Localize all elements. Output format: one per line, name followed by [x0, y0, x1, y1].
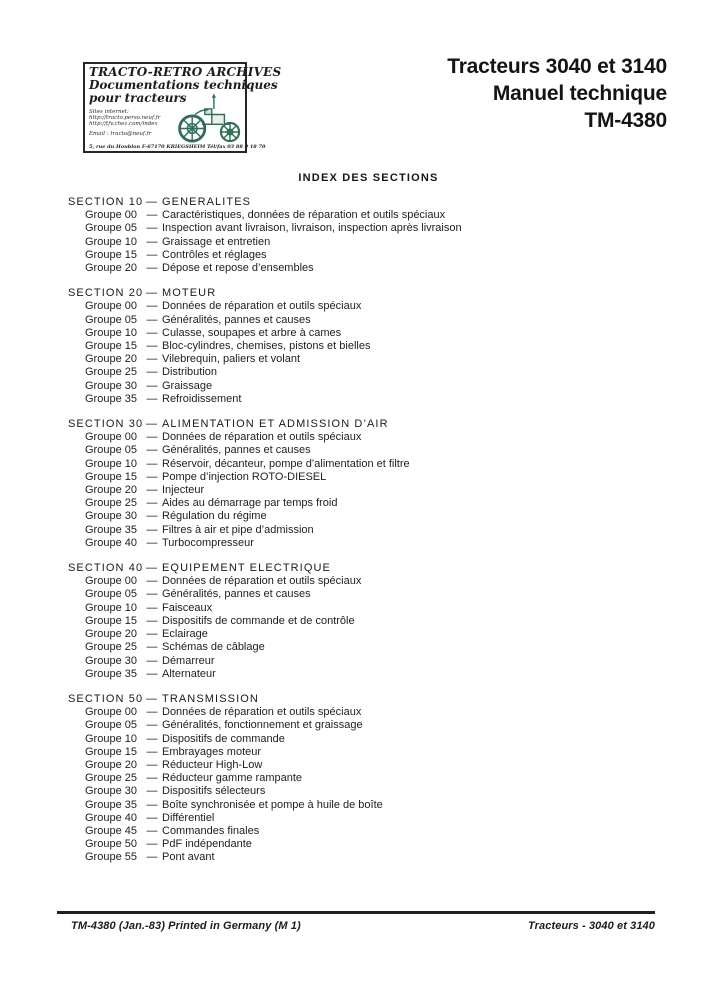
entry-label: Groupe 05	[85, 313, 137, 326]
entry-label: Groupe 00	[85, 209, 137, 222]
dash-separator: —	[146, 222, 158, 235]
dash-separator: —	[146, 575, 158, 588]
group-row	[0, 353, 709, 366]
dash-separator: —	[146, 772, 158, 785]
section-heading-row	[0, 562, 709, 575]
group-row	[0, 209, 709, 222]
entry-title: Embrayages moteur	[162, 745, 262, 758]
entry-label: Groupe 25	[85, 641, 137, 654]
dash-separator: —	[146, 484, 158, 497]
title-line-number: TM-4380	[584, 109, 667, 132]
group-row	[0, 537, 709, 550]
entry-title: Données de réparation et outils spéciaux	[162, 300, 362, 313]
entry-label: Groupe 35	[85, 523, 137, 536]
dash-separator: —	[146, 248, 158, 261]
entry-label: Groupe 10	[85, 601, 137, 614]
entry-title: Régulation du régime	[162, 510, 267, 523]
entry-title: EQUIPEMENT ELECTRIQUE	[162, 562, 331, 575]
dash-separator: —	[146, 601, 158, 614]
entry-title: MOTEUR	[162, 287, 217, 300]
group-row	[0, 262, 709, 275]
entry-title: Données de réparation et outils spéciaux	[162, 575, 362, 588]
dash-separator: —	[146, 824, 158, 837]
section-block	[0, 693, 709, 865]
dash-separator: —	[146, 641, 158, 654]
stamp-sites-label: Sites internet:	[89, 109, 129, 115]
group-row	[0, 628, 709, 641]
entry-title: Réducteur High-Low	[162, 758, 263, 771]
dash-separator: —	[145, 196, 159, 208]
index-title: INDEX DES SECTIONS	[298, 172, 439, 184]
entry-label: Groupe 20	[85, 758, 137, 771]
entry-label: Groupe 50	[85, 838, 137, 851]
dash-separator: —	[146, 235, 158, 248]
entry-title: Inspection avant livraison, livraison, inspection après livraison	[162, 222, 462, 235]
dash-separator: —	[146, 745, 158, 758]
dash-separator: —	[145, 418, 159, 431]
entry-title: Eclairage	[162, 628, 208, 641]
dash-separator: —	[146, 313, 158, 326]
entry-title: Différentiel	[162, 811, 215, 824]
entry-label: Groupe 20	[85, 484, 137, 497]
dash-separator: —	[146, 758, 158, 771]
group-row	[0, 668, 709, 681]
entry-title: Données de réparation et outils spéciaux	[162, 706, 362, 719]
section-block	[0, 287, 709, 406]
entry-label: Groupe 30	[85, 510, 137, 523]
entry-title: Données de réparation et outils spéciaux	[162, 431, 362, 444]
entry-title: Culasse, soupapes et arbre à cames	[162, 326, 342, 339]
dash-separator: —	[145, 692, 159, 705]
entry-label: SECTION 20	[68, 287, 144, 300]
group-row	[0, 706, 709, 719]
group-row	[0, 300, 709, 313]
entry-title: Pompe d’injection ROTO-DIESEL	[162, 470, 327, 483]
entry-label: Groupe 15	[85, 470, 137, 483]
group-row	[0, 444, 709, 457]
entry-label: SECTION 30	[68, 418, 144, 431]
group-row	[0, 812, 709, 825]
dash-separator: —	[146, 353, 158, 366]
entry-title: Graissage et entretien	[162, 235, 271, 248]
tractor-icon	[174, 92, 244, 144]
group-row	[0, 380, 709, 393]
entry-title: Dispositifs de commande	[162, 732, 285, 745]
title-line-type: Manuel technique	[492, 82, 667, 105]
dash-separator: —	[145, 287, 159, 300]
entry-label: Groupe 45	[85, 824, 137, 837]
entry-title: Dispositifs de commande et de contrôle	[162, 614, 355, 627]
stamp-email: Email : tracto@neuf.fr	[89, 131, 152, 137]
group-row	[0, 484, 709, 497]
entry-title: Généralités, fonctionnement et graissage	[162, 719, 363, 732]
entry-title: ALIMENTATION ET ADMISSION D’AIR	[162, 418, 389, 431]
group-row	[0, 327, 709, 340]
dash-separator: —	[146, 326, 158, 339]
dash-separator: —	[146, 706, 158, 719]
group-row	[0, 588, 709, 601]
entry-label: Groupe 10	[85, 235, 137, 248]
group-row	[0, 772, 709, 785]
entry-label: Groupe 20	[85, 262, 137, 275]
dash-separator: —	[146, 798, 158, 811]
entry-title: Bloc-cylindres, chemises, pistons et bielles	[162, 340, 371, 353]
entry-title: Contrôles et réglages	[162, 248, 267, 261]
stamp-address: 5, rue du Houblon F-67170 KRIEGSHEIM Tél/fax 03 88 9 18 70	[89, 144, 266, 150]
stamp-websites	[89, 109, 177, 127]
entry-label: SECTION 40	[68, 562, 144, 575]
entry-label: Groupe 10	[85, 457, 137, 470]
group-row	[0, 825, 709, 838]
entry-label: Groupe 35	[85, 667, 137, 680]
group-row	[0, 615, 709, 628]
group-row	[0, 393, 709, 406]
entry-label: Groupe 05	[85, 719, 137, 732]
entry-title: Réservoir, décanteur, pompe d’alimentation et filtre	[162, 457, 410, 470]
group-row	[0, 249, 709, 262]
dash-separator: —	[146, 654, 158, 667]
entry-label: Groupe 05	[85, 222, 137, 235]
entry-title: Refroidissement	[162, 392, 242, 405]
entry-label: Groupe 10	[85, 732, 137, 745]
dash-separator: —	[146, 732, 158, 745]
section-block	[0, 562, 709, 681]
group-row	[0, 641, 709, 654]
entry-label: Groupe 00	[85, 300, 137, 313]
entry-title: Turbocompresseur	[162, 536, 254, 549]
group-row	[0, 524, 709, 537]
group-row	[0, 314, 709, 327]
dash-separator: —	[146, 340, 158, 353]
entry-label: Groupe 00	[85, 431, 137, 444]
entry-label: Groupe 05	[85, 588, 137, 601]
entry-label: Groupe 25	[85, 772, 137, 785]
title-line-models: Tracteurs 3040 et 3140	[447, 55, 667, 78]
entry-label: Groupe 15	[85, 340, 137, 353]
dash-separator: —	[146, 379, 158, 392]
entry-title: Graissage	[162, 379, 213, 392]
entry-title: Démarreur	[162, 654, 215, 667]
footer-models: Tracteurs - 3040 et 3140	[528, 920, 655, 932]
entry-title: Commandes finales	[162, 824, 260, 837]
document-title	[447, 53, 667, 134]
entry-title: Boîte synchronisée et pompe à huile de boîte	[162, 798, 383, 811]
footer-divider	[57, 911, 655, 914]
entry-title: Distribution	[162, 366, 218, 379]
entry-label: Groupe 30	[85, 654, 137, 667]
entry-label: Groupe 20	[85, 628, 137, 641]
entry-label: Groupe 30	[85, 785, 137, 798]
group-row	[0, 471, 709, 484]
group-row	[0, 759, 709, 772]
dash-separator: —	[146, 588, 158, 601]
dash-separator: —	[146, 209, 158, 222]
entry-label: Groupe 35	[85, 798, 137, 811]
entry-title: Alternateur	[162, 667, 216, 680]
section-heading-row	[0, 287, 709, 300]
entry-label: Groupe 10	[85, 326, 137, 339]
entry-label: Groupe 35	[85, 392, 137, 405]
dash-separator: —	[146, 851, 158, 864]
dash-separator: —	[146, 523, 158, 536]
section-heading-row	[0, 418, 709, 431]
footer-print-info: TM-4380 (Jan.-83) Printed in Germany (M 1)	[71, 920, 301, 932]
group-row	[0, 366, 709, 379]
entry-label: Groupe 55	[85, 851, 137, 864]
group-row	[0, 799, 709, 812]
group-row	[0, 719, 709, 732]
section-block	[0, 196, 709, 275]
stamp-subtitle-line2: pour tracteurs	[89, 91, 187, 105]
entry-label: Groupe 20	[85, 353, 137, 366]
dash-separator: —	[146, 667, 158, 680]
index-sections	[0, 196, 709, 865]
dash-separator: —	[146, 392, 158, 405]
dash-separator: —	[146, 497, 158, 510]
dash-separator: —	[146, 262, 158, 275]
entry-title: Généralités, pannes et causes	[162, 444, 311, 457]
entry-label: Groupe 00	[85, 706, 137, 719]
section-heading-row	[0, 693, 709, 706]
entry-title: Aides au démarrage par temps froid	[162, 497, 338, 510]
entry-title: TRANSMISSION	[162, 692, 259, 705]
group-row	[0, 431, 709, 444]
entry-title: Généralités, pannes et causes	[162, 588, 311, 601]
group-row	[0, 236, 709, 249]
entry-title: PdF indépendante	[162, 838, 252, 851]
entry-title: GENERALITES	[162, 196, 252, 208]
group-row	[0, 733, 709, 746]
dash-separator: —	[146, 614, 158, 627]
group-row	[0, 785, 709, 798]
dash-separator: —	[146, 838, 158, 851]
entry-label: Groupe 40	[85, 811, 137, 824]
entry-label: Groupe 15	[85, 614, 137, 627]
dash-separator: —	[146, 470, 158, 483]
dash-separator: —	[146, 536, 158, 549]
entry-title: Schémas de câblage	[162, 641, 265, 654]
entry-label: Groupe 15	[85, 248, 137, 261]
group-row	[0, 851, 709, 864]
entry-title: Dispositifs sélecteurs	[162, 785, 266, 798]
entry-label: Groupe 25	[85, 366, 137, 379]
dash-separator: —	[146, 719, 158, 732]
entry-title: Injecteur	[162, 484, 205, 497]
entry-title: Vilebrequin, paliers et volant	[162, 353, 300, 366]
group-row	[0, 340, 709, 353]
dash-separator: —	[146, 628, 158, 641]
stamp-subtitle-line1: Documentations techniques	[89, 78, 278, 92]
group-row	[0, 746, 709, 759]
dash-separator: —	[146, 457, 158, 470]
section-heading-row	[0, 196, 709, 209]
entry-label: Groupe 25	[85, 497, 137, 510]
dash-separator: —	[146, 785, 158, 798]
entry-title: Faisceaux	[162, 601, 213, 614]
dash-separator: —	[146, 444, 158, 457]
entry-label: Groupe 00	[85, 575, 137, 588]
dash-separator: —	[146, 811, 158, 824]
entry-label: Groupe 30	[85, 379, 137, 392]
group-row	[0, 510, 709, 523]
group-row	[0, 602, 709, 615]
group-row	[0, 458, 709, 471]
group-row	[0, 222, 709, 235]
entry-title: Dépose et repose d’ensembles	[162, 262, 314, 275]
dash-separator: —	[146, 366, 158, 379]
entry-label: SECTION 50	[68, 692, 144, 705]
dash-separator: —	[146, 431, 158, 444]
stamp-site-url-1: http://tracto.perso.neuf.fr	[89, 115, 161, 121]
entry-title: Réducteur gamme rampante	[162, 772, 303, 785]
group-row	[0, 655, 709, 668]
entry-label: Groupe 05	[85, 444, 137, 457]
dash-separator: —	[146, 300, 158, 313]
dash-separator: —	[146, 510, 158, 523]
entry-title: Généralités, pannes et causes	[162, 313, 311, 326]
entry-title: Filtres à air et pipe d’admission	[162, 523, 314, 536]
entry-label: Groupe 40	[85, 536, 137, 549]
group-row	[0, 575, 709, 588]
entry-label: SECTION 10	[68, 196, 144, 208]
stamp-site-url-2: http://tfv.chez.com/index	[89, 121, 158, 127]
entry-label: Groupe 15	[85, 745, 137, 758]
stamp-title: TRACTO-RETRO ARCHIVES	[89, 65, 282, 79]
group-row	[0, 497, 709, 510]
dash-separator: —	[145, 562, 159, 575]
entry-title: Pont avant	[162, 851, 215, 864]
archive-stamp	[83, 62, 282, 153]
section-block	[0, 418, 709, 550]
entry-title: Caractéristiques, données de réparation et outils spéciaux	[162, 209, 446, 222]
group-row	[0, 838, 709, 851]
